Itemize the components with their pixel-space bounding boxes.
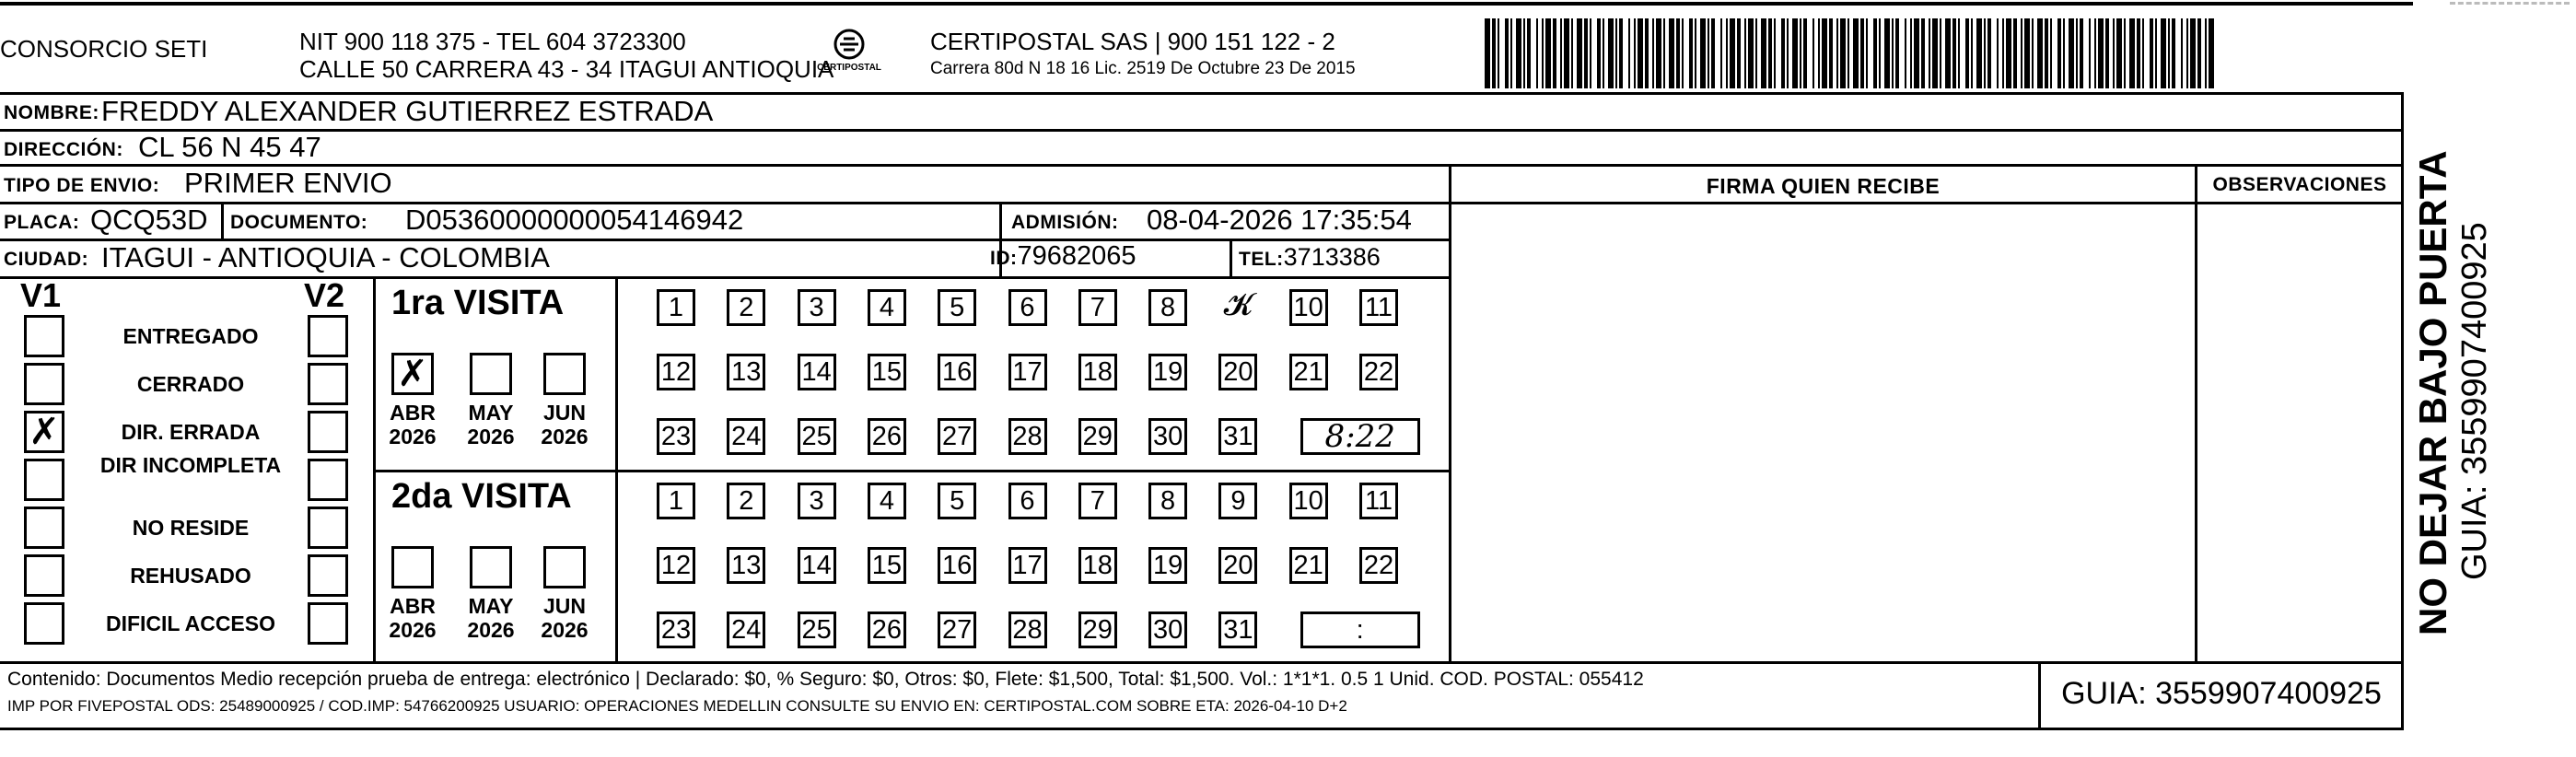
month-checkbox[interactable] — [543, 353, 586, 395]
obs-left-border — [2195, 164, 2197, 663]
visita1-title: 1ra VISITA — [391, 284, 565, 322]
year-label: 2026 — [467, 425, 515, 448]
day-box[interactable]: 3 — [798, 483, 836, 519]
v1-header: V1 — [20, 276, 62, 314]
day-box[interactable]: 11 — [1359, 483, 1398, 519]
dash-mark — [2450, 2, 2570, 5]
status-label: DIR INCOMPLETA — [99, 453, 282, 477]
side-guia: GUIA: 3559907400925 — [2455, 222, 2494, 580]
status-right-border — [373, 276, 376, 663]
v1-checkbox[interactable]: ✗ — [24, 411, 64, 453]
company-name: CONSORCIO SETI — [0, 35, 208, 63]
day-box[interactable]: 30 — [1148, 418, 1187, 455]
status-label: ENTREGADO — [122, 324, 259, 348]
row-line-5 — [0, 276, 1451, 279]
visit-time-box[interactable]: : — [1300, 611, 1420, 648]
v2-checkbox[interactable] — [308, 602, 348, 645]
day-box[interactable]: 28 — [1008, 418, 1047, 455]
tel-field — [1239, 243, 1381, 272]
nit-line: NIT 900 118 375 - TEL 604 3723300 — [299, 28, 686, 55]
day-box[interactable]: 18 — [1078, 547, 1117, 584]
day-box[interactable]: 15 — [868, 547, 906, 584]
day-box[interactable]: 10 — [1289, 289, 1328, 326]
month-label: JUN — [542, 401, 586, 425]
day-box[interactable]: 7 — [1078, 289, 1117, 326]
day-box[interactable]: 4 — [868, 483, 906, 519]
day-box[interactable]: 5 — [938, 289, 976, 326]
footer-imp: IMP POR FIVEPOSTAL ODS: 25489000925 / COD.IMP: 54766200925 USUARIO: OPERACIONES MEDELLIN CONSULTE SU ENVIO EN: CERTIPOSTAL.COM SOBRE ETA: 2026-04-10 D+2 — [7, 697, 1347, 715]
v1-checkbox[interactable] — [24, 554, 64, 597]
day-box[interactable]: 13 — [727, 354, 765, 390]
day-box[interactable]: 20 — [1218, 354, 1257, 390]
tel-divider — [1230, 239, 1232, 276]
day-box[interactable]: 4 — [868, 289, 906, 326]
month-right-border — [615, 276, 618, 663]
direccion-value: CL 56 N 45 47 — [138, 131, 321, 163]
day-box[interactable]: 31 — [1218, 418, 1257, 455]
v2-checkbox[interactable] — [308, 507, 348, 549]
day-box[interactable]: 29 — [1078, 418, 1117, 455]
status-label: REHUSADO — [130, 564, 251, 588]
status-label: NO RESIDE — [132, 516, 250, 540]
ciudad-label: CIUDAD: — [4, 249, 89, 270]
v2-header: V2 — [304, 276, 345, 314]
firma-left-border — [1449, 164, 1451, 663]
month-label: ABR — [390, 401, 436, 425]
tipo-envio-value: PRIMER ENVIO — [184, 167, 392, 199]
year-label: 2026 — [389, 425, 437, 448]
id-label: ID: — [990, 248, 1018, 269]
v1-checkbox[interactable] — [24, 459, 64, 501]
certipostal-logo — [812, 28, 886, 79]
day-box[interactable]: 20 — [1218, 547, 1257, 584]
placa-value: QCQ53D — [90, 204, 208, 236]
day-box[interactable]: 22 — [1359, 354, 1398, 390]
year-label: 2026 — [541, 618, 589, 642]
month-label: MAY — [468, 401, 514, 425]
ciudad-value: ITAGUI - ANTIOQUIA - COLOMBIA — [101, 241, 550, 274]
firma-header: FIRMA QUIEN RECIBE — [1706, 174, 1941, 198]
day-box[interactable]: 25 — [798, 611, 836, 648]
day-box[interactable]: 3 — [798, 289, 836, 326]
v1-checkbox[interactable] — [24, 315, 64, 357]
day-box[interactable]: 29 — [1078, 611, 1117, 648]
v1-checkbox[interactable] — [24, 363, 64, 405]
day-box[interactable]: 2 — [727, 289, 765, 326]
day-box[interactable]: 11 — [1359, 289, 1398, 326]
nombre-value: FREDDY ALEXANDER GUTIERREZ ESTRADA — [101, 95, 714, 127]
documento-label: DOCUMENTO: — [230, 212, 368, 233]
v2-checkbox[interactable] — [308, 363, 348, 405]
day-box[interactable]: 2 — [727, 483, 765, 519]
v2-checkbox[interactable] — [308, 315, 348, 357]
day-box[interactable]: 28 — [1008, 611, 1047, 648]
footer-guia: GUIA: 3559907400925 — [2061, 676, 2382, 711]
day-box[interactable]: 6 — [1008, 483, 1047, 519]
day-box[interactable]: 14 — [798, 354, 836, 390]
day-box[interactable]: 22 — [1359, 547, 1398, 584]
placa-divider — [221, 202, 224, 239]
carrier-line: CERTIPOSTAL SAS | 900 151 122 - 2 — [930, 28, 1335, 55]
day-box[interactable]: 9 — [1218, 483, 1257, 519]
status-label: DIFICIL ACCESO — [105, 611, 275, 635]
barcode-bar — [2209, 18, 2214, 88]
month-label: ABR — [390, 594, 436, 618]
row-line-1 — [0, 129, 2404, 132]
visita2-title: 2da VISITA — [391, 477, 572, 516]
day-box[interactable]: 23 — [657, 611, 695, 648]
tipo-envio-label: TIPO DE ENVIO: — [4, 175, 160, 196]
day-box[interactable]: 13 — [727, 547, 765, 584]
top-border — [0, 2, 2413, 6]
month-checkbox[interactable] — [470, 353, 512, 395]
visit-time-box[interactable]: 8:22 — [1300, 418, 1420, 455]
day-box[interactable]: 10 — [1289, 483, 1328, 519]
status-label: CERRADO — [136, 372, 245, 396]
tel-value: 3713386 — [1283, 243, 1381, 271]
carrier-address: Carrera 80d N 18 16 Lic. 2519 De Octubre 23 De 2015 — [930, 59, 1356, 78]
documento-value: D05360000000054146942 — [405, 204, 744, 236]
guia-box-divider — [2038, 661, 2041, 729]
day-box[interactable]: 21 — [1289, 354, 1328, 390]
day-box[interactable]: 27 — [938, 418, 976, 455]
nombre-label: NOMBRE: — [4, 102, 99, 123]
day-box[interactable]: 1 — [657, 289, 695, 326]
day-box[interactable]: 31 — [1218, 611, 1257, 648]
month-label: JUN — [542, 594, 586, 618]
day-box[interactable]: 24 — [727, 611, 765, 648]
year-label: 2026 — [541, 425, 589, 448]
visita-divider — [373, 470, 1451, 472]
status-label: DIR. ERRADA — [121, 420, 261, 444]
id-value: 79682065 — [1017, 241, 1136, 271]
footer-top-line — [0, 661, 2404, 664]
day-box[interactable]: 𝓚 — [1223, 287, 1253, 322]
direccion-label: DIRECCIÓN: — [4, 139, 123, 160]
day-box[interactable]: 17 — [1008, 547, 1047, 584]
observaciones-header: OBSERVACIONES — [2212, 174, 2387, 195]
footer-contenido: Contenido: Documentos Medio recepción prueba de entrega: electrónico | Declarado: $0, % Seguro: $0, Otros: $0, Flete: $1,500, Total: $1,500. Vol.: 1*1*1. 0.5 1 Unid. COD. POSTAL: 055412 — [7, 669, 1644, 690]
no-dejar-bajo-puerta: NO DEJAR BAJO PUERTA — [2411, 150, 2454, 635]
day-box[interactable]: 17 — [1008, 354, 1047, 390]
day-box[interactable]: 21 — [1289, 547, 1328, 584]
day-box[interactable]: 12 — [657, 354, 695, 390]
day-box[interactable]: 18 — [1078, 354, 1117, 390]
day-box[interactable]: 6 — [1008, 289, 1047, 326]
v2-checkbox[interactable] — [308, 554, 348, 597]
day-box[interactable]: 19 — [1148, 354, 1187, 390]
side-text — [2411, 83, 2531, 635]
admision-label: ADMISIÓN: — [1011, 212, 1119, 233]
day-box[interactable]: 25 — [798, 418, 836, 455]
day-box[interactable]: 12 — [657, 547, 695, 584]
barcode — [1485, 18, 2221, 88]
day-box[interactable]: 14 — [798, 547, 836, 584]
year-label: 2026 — [389, 618, 437, 642]
placa-label: PLACA: — [4, 212, 80, 233]
v1-checkbox[interactable] — [24, 507, 64, 549]
day-box[interactable]: 16 — [938, 354, 976, 390]
v1-checkbox[interactable] — [24, 602, 64, 645]
day-box[interactable]: 5 — [938, 483, 976, 519]
day-box[interactable]: 26 — [868, 611, 906, 648]
day-box[interactable]: 30 — [1148, 611, 1187, 648]
day-box[interactable]: 16 — [938, 547, 976, 584]
v2-checkbox[interactable] — [308, 459, 348, 501]
day-box[interactable]: 26 — [868, 418, 906, 455]
id-field — [990, 241, 1136, 272]
day-box[interactable]: 19 — [1148, 547, 1187, 584]
day-box[interactable]: 27 — [938, 611, 976, 648]
v2-checkbox[interactable] — [308, 411, 348, 453]
day-box[interactable]: 1 — [657, 483, 695, 519]
footer-bottom-line — [0, 728, 2404, 730]
day-box[interactable]: 15 — [868, 354, 906, 390]
month-label: MAY — [468, 594, 514, 618]
month-checkbox[interactable] — [470, 546, 512, 588]
day-box[interactable]: 8 — [1148, 289, 1187, 326]
logo-text: CERTIPOSTAL — [817, 63, 881, 73]
month-checkbox[interactable] — [543, 546, 586, 588]
month-checkbox[interactable]: ✗ — [391, 353, 434, 395]
day-box[interactable]: 8 — [1148, 483, 1187, 519]
admision-value: 08-04-2026 17:35:54 — [1147, 204, 1412, 236]
tel-label: TEL: — [1239, 249, 1284, 270]
day-box[interactable]: 24 — [727, 418, 765, 455]
day-box[interactable]: 7 — [1078, 483, 1117, 519]
month-checkbox[interactable] — [391, 546, 434, 588]
day-box[interactable]: 23 — [657, 418, 695, 455]
address-line: CALLE 50 CARRERA 43 - 34 ITAGUI ANTIOQUIA — [299, 55, 834, 83]
year-label: 2026 — [467, 618, 515, 642]
